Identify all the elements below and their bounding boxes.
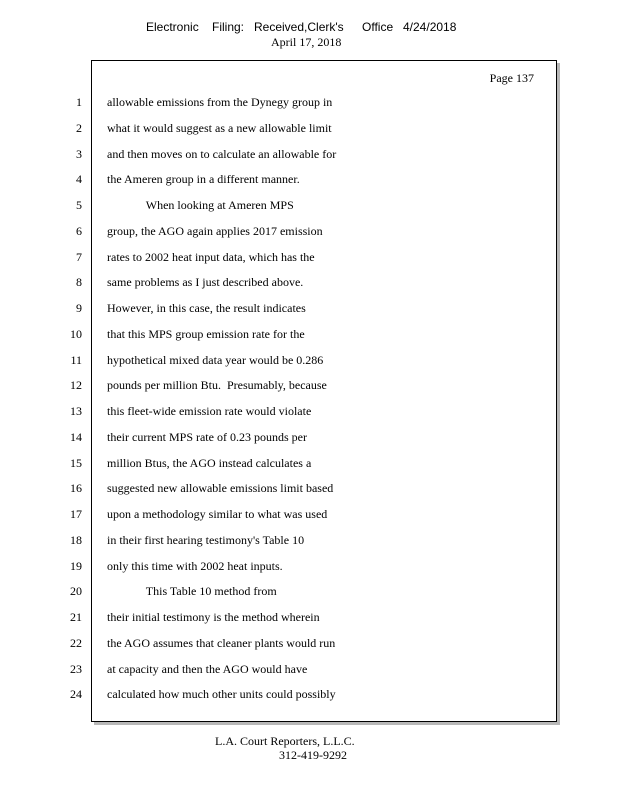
line-text: what it would suggest as a new allowable limit — [107, 121, 332, 135]
line-number: 8 — [76, 275, 82, 289]
line-number: 19 — [70, 559, 82, 573]
page-number: Page 137 — [489, 71, 534, 85]
line-text: and then moves on to calculate an allowable for — [107, 147, 337, 161]
line-number: 11 — [70, 353, 82, 367]
line-number: 24 — [70, 687, 82, 701]
footer-phone: 312-419-9292 — [279, 748, 347, 762]
line-number: 20 — [70, 584, 82, 598]
header-electronic: Electronic — [146, 20, 199, 34]
line-text: only this time with 2002 heat inputs. — [107, 559, 283, 573]
line-text: group, the AGO again applies 2017 emission — [107, 224, 323, 238]
line-text: their current MPS rate of 0.23 pounds per — [107, 430, 307, 444]
line-number: 13 — [70, 404, 82, 418]
line-number: 23 — [70, 662, 82, 676]
line-number: 1 — [76, 95, 82, 109]
line-number: 2 — [76, 121, 82, 135]
line-text: hypothetical mixed data year would be 0.286 — [107, 353, 324, 367]
line-text: When looking at Ameren MPS — [107, 198, 294, 212]
header-stamp-date: 4/24/2018 — [403, 20, 457, 34]
line-text: calculated how much other units could possibly — [107, 687, 336, 701]
header-received: Received,Clerk's — [254, 20, 344, 34]
line-number: 5 — [76, 198, 82, 212]
line-number: 21 — [70, 610, 82, 624]
line-number: 22 — [70, 636, 82, 650]
line-text: the Ameren group in a different manner. — [107, 172, 300, 186]
line-number: 16 — [70, 481, 82, 495]
line-number: 15 — [70, 456, 82, 470]
line-text: the AGO assumes that cleaner plants would run — [107, 636, 336, 650]
line-number: 10 — [70, 327, 82, 341]
line-text: upon a methodology similar to what was used — [107, 507, 328, 521]
line-text: pounds per million Btu. Presumably, because — [107, 378, 327, 392]
line-number: 18 — [70, 533, 82, 547]
line-text: this fleet-wide emission rate would violate — [107, 404, 312, 418]
line-text: rates to 2002 heat input data, which has the — [107, 250, 315, 264]
line-text: This Table 10 method from — [107, 584, 277, 598]
transcript-date: April 17, 2018 — [271, 35, 342, 49]
line-text: at capacity and then the AGO would have — [107, 662, 308, 676]
line-text: allowable emissions from the Dynegy group in — [107, 95, 333, 109]
line-number: 17 — [70, 507, 82, 521]
line-number: 14 — [70, 430, 82, 444]
line-number: 12 — [70, 378, 82, 392]
line-text: their initial testimony is the method wherein — [107, 610, 320, 624]
line-number: 3 — [76, 147, 82, 161]
line-text: suggested new allowable emissions limit based — [107, 481, 334, 495]
line-number: 7 — [76, 250, 82, 264]
footer-company: L.A. Court Reporters, L.L.C. — [215, 734, 355, 748]
line-text: that this MPS group emission rate for the — [107, 327, 305, 341]
line-text: in their first hearing testimony's Table 10 — [107, 533, 305, 547]
header-office: Office — [362, 20, 394, 34]
line-number: 9 — [76, 301, 82, 315]
line-text: However, in this case, the result indicates — [107, 301, 306, 315]
line-text: same problems as I just described above. — [107, 275, 304, 289]
line-text: million Btus, the AGO instead calculates a — [107, 456, 312, 470]
header-filing: Filing: — [212, 20, 245, 34]
line-number: 4 — [76, 172, 82, 186]
line-number: 6 — [76, 224, 82, 238]
